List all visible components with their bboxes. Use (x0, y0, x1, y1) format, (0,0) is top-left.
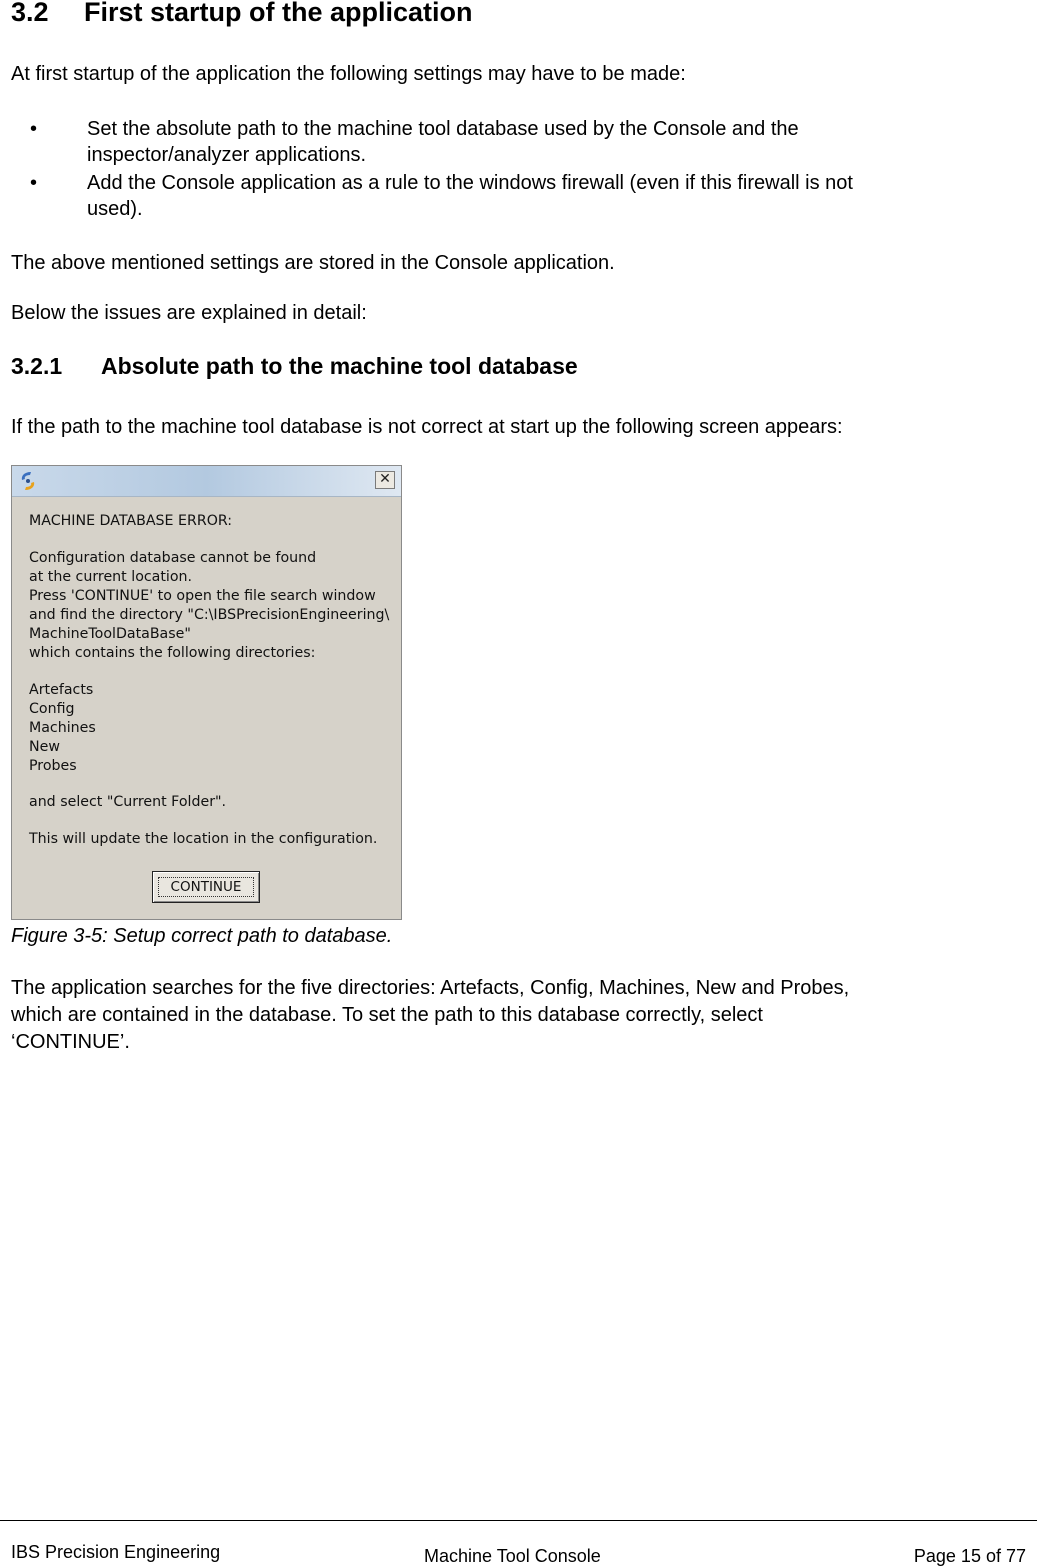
bullet-marker: • (30, 172, 38, 194)
bullet-1-line-1: Set the absolute path to the machine tool database used by the Console and the (87, 118, 799, 140)
bullet-1-line-2: inspector/analyzer applications. (87, 144, 367, 166)
footer-page-number: Page 15 of 77 (913, 1546, 1026, 1566)
closing-line-2: which are contained in the database. To set the path to this database correctly, select (11, 1004, 763, 1026)
dialog-message-line: Configuration database cannot be found (29, 550, 317, 566)
bullet-item-2 (30, 170, 990, 222)
dialog-titlebar (12, 466, 401, 497)
dialog-heading-text: MACHINE DATABASE ERROR: (29, 513, 233, 529)
app-logo-icon (18, 470, 38, 492)
directory-item-artefacts: Artefacts (29, 682, 94, 698)
path-intro-paragraph: If the path to the machine tool database is not correct at start up the following screen appears: (11, 416, 843, 438)
subsection-number: 3.2.1 (11, 353, 63, 379)
machine-database-error-dialog (11, 465, 402, 920)
intro-paragraph: At first startup of the application the following settings may have to be made: (11, 63, 686, 85)
directory-item-machines: Machines (29, 720, 96, 736)
dialog-message-line: and find the directory "C:\IBSPrecisionEngineering\ (29, 607, 390, 623)
close-button[interactable] (375, 471, 395, 489)
dialog-message-line: and select "Current Folder". (29, 794, 227, 810)
section-title: First startup of the application (84, 0, 473, 27)
stored-note-paragraph: The above mentioned settings are stored in the Console application. (11, 252, 615, 274)
continue-button[interactable] (152, 871, 260, 903)
close-icon: ✕ (379, 471, 391, 487)
subsection-title: Absolute path to the machine tool database (101, 353, 578, 379)
section-number: 3.2 (11, 0, 49, 27)
directory-item-new: New (29, 739, 60, 755)
bullet-2-line-1: Add the Console application as a rule to the windows firewall (even if this firewall is not (87, 172, 853, 194)
dialog-message-line: at the current location. (29, 569, 193, 585)
dialog-message-line: MachineToolDataBase" (29, 626, 191, 642)
bullet-item-1 (30, 116, 990, 168)
footer-divider (0, 1520, 1037, 1521)
closing-line-3: ‘CONTINUE’. (11, 1031, 130, 1053)
directory-item-probes: Probes (29, 758, 77, 774)
continue-button-label: CONTINUE (158, 877, 254, 897)
directory-item-config: Config (29, 701, 75, 717)
below-note-paragraph: Below the issues are explained in detail: (11, 302, 367, 324)
dialog-message-line: which contains the following directories: (29, 645, 316, 661)
footer-document-title: Machine Tool Console (424, 1546, 601, 1566)
subsection-heading (11, 352, 578, 380)
dialog-message-line: This will update the location in the configuration. (29, 831, 378, 847)
section-heading (11, 0, 473, 28)
bullet-marker: • (30, 118, 38, 140)
footer-company: IBS Precision Engineering (11, 1542, 221, 1562)
closing-paragraph (11, 975, 1021, 1056)
closing-line-1: The application searches for the five directories: Artefacts, Config, Machines, New and Probes, (11, 977, 850, 999)
figure-caption: Figure 3-5: Setup correct path to database. (11, 925, 393, 947)
dialog-message-line: Press 'CONTINUE' to open the file search window (29, 588, 376, 604)
bullet-2-line-2: used). (87, 198, 143, 220)
